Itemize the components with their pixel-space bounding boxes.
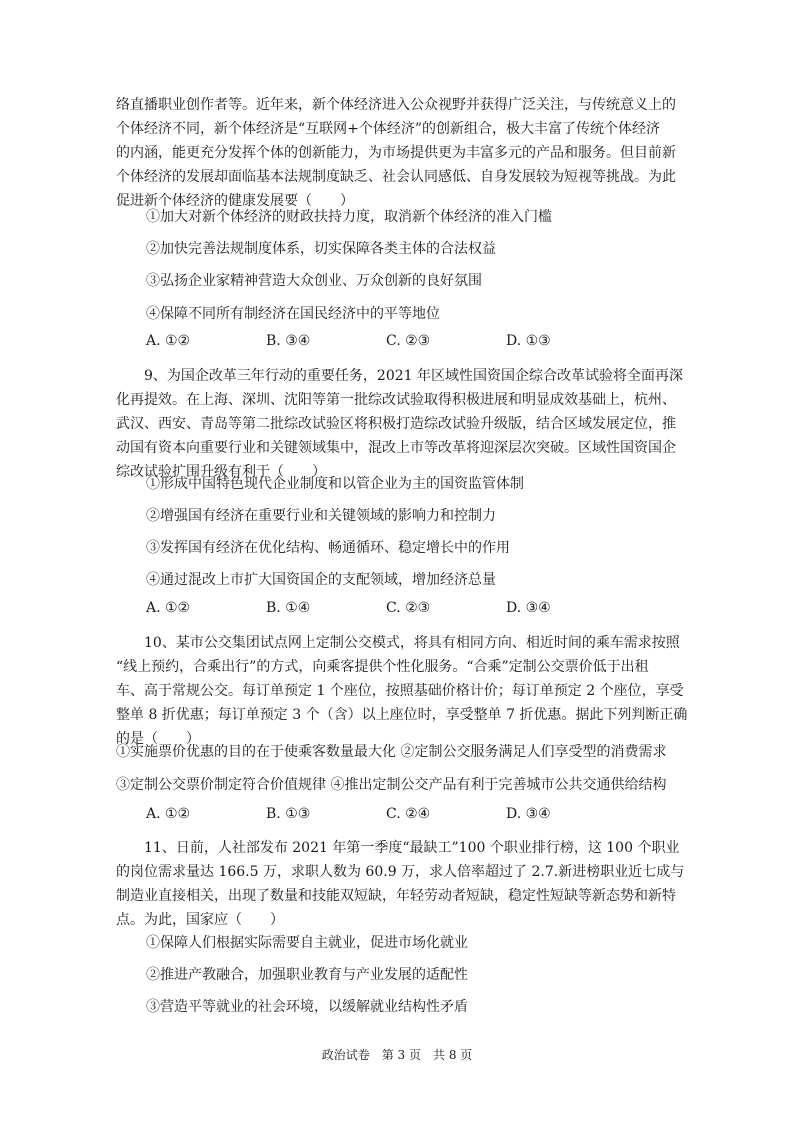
stem-line: 的岗位需求量达 166.5 万，求职人数为 60.9 万，求人倍率超过了 2.7.新进榜职业近七成与: [116, 864, 685, 880]
stem-line: 个体经济不同，新个体经济是“互联网+个体经济”的创新组合，极大丰富了传统个体经济: [116, 121, 661, 137]
choice-b: B. ①③: [266, 806, 311, 822]
choice-b: B. ③④: [266, 333, 311, 349]
answer-choices: [146, 600, 626, 616]
answer-choices: [146, 806, 626, 822]
question-10-stem: [116, 631, 688, 751]
stem-line: “线上预约，合乘出行”的方式，向乘客提供个性化服务。“合乘”定制公交票价低于出租: [116, 659, 649, 675]
choice-d: D. ①③: [506, 333, 551, 349]
stem-line: 促进新个体经济的健康发展要（ ）: [116, 193, 354, 209]
stem-line: 动国有资本向重要行业和关键领域集中，混改上市等改革将迎深层次突破。区域性国资国企: [116, 440, 676, 456]
choice-c: C. ②④: [386, 806, 431, 822]
option-line: ③定制公交票价制定符合价值规律 ④推出定制公交产品有利于完善城市公共交通供给结构: [116, 777, 667, 793]
choice-a: A. ①②: [146, 600, 191, 616]
option-3: ③营造平等就业的社会环境，以缓解就业结构性矛盾: [146, 999, 468, 1015]
option-1: ①保障人们根据实际需要自主就业，促进市场化就业: [146, 935, 468, 951]
choice-d: D. ③④: [506, 806, 551, 822]
option-3: ③弘扬企业家精神营造大众创业、万众创新的良好氛围: [146, 273, 482, 289]
option-4: ④保障不同所有制经济在国民经济中的平等地位: [146, 306, 440, 322]
stem-line: 武汉、西安、青岛等第二批综改试验区将积极打造综改试验升级版，结合区域发展定位，推: [116, 416, 676, 432]
stem-line: 点。为此，国家应（ ）: [116, 912, 284, 928]
stem-line: 的是（ ）: [116, 731, 200, 747]
choice-c: C. ②③: [386, 333, 431, 349]
option-line: ①实施票价优惠的目的在于使乘客数量最大化 ②定制公交服务满足人们享受型的消费需求: [116, 744, 667, 760]
stem-line: 的内涵，能更充分发挥个体的创新能力，为市场提供更为丰富多元的产品和服务。但目前新: [116, 145, 676, 161]
choice-b: B. ①④: [266, 600, 311, 616]
option-2: ②加快完善法规制度体系，切实保障各类主体的合法权益: [146, 241, 496, 257]
stem-line: 11、日前，人社部发布 2021 年第一季度“最缺工”100 个职业排行榜，这 100 个职业: [144, 840, 680, 856]
choice-a: A. ①②: [146, 806, 191, 822]
question-8-stem: [116, 93, 688, 213]
page-footer: 政治试卷 第 3 页 共 8 页: [321, 1048, 473, 1062]
stem-line: 10、某市公交集团试点网上定制公交模式，将具有相同方向、相近时间的乘车需求按照: [144, 635, 680, 651]
stem-line: 9、为国企改革三年行动的重要任务，2021 年区域性国资国企综合改革试验将全面再深: [144, 368, 683, 384]
choice-c: C. ②③: [386, 600, 431, 616]
choice-a: A. ①②: [146, 333, 191, 349]
stem-line: 个体经济的发展却面临基本法规制度缺乏、社会认同感低、自身发展较为短视等挑战。为此: [116, 169, 676, 185]
stem-line: 化再提效。在上海、深圳、沈阳等第一批综改试验取得积极进展和明显成效基础上，杭州、: [116, 392, 676, 408]
stem-line: 综改试验扩围升级有利于（ ）: [116, 464, 326, 480]
stem-line: 车、高于常规公交。每订单预定 1 个座位，按照基础价格计价；每订单预定 2 个座位，享受: [116, 683, 684, 699]
question-11-stem: [116, 836, 688, 932]
option-1: ①形成中国特色现代企业制度和以管企业为主的国资监管体制: [146, 476, 524, 492]
choice-d: D. ③④: [506, 600, 551, 616]
option-4: ④通过混改上市扩大国资国企的支配领域，增加经济总量: [146, 572, 496, 588]
stem-line: 制造业直接相关，出现了数量和技能双短缺，年轻劳动者短缺，稳定性短缺等新态势和新特: [116, 888, 676, 904]
question-9-stem: [116, 364, 688, 484]
answer-choices: [146, 333, 626, 349]
stem-line: 整单 8 折优惠；每订单预定 3 个（含）以上座位时，享受整单 7 折优惠。据此下列判断正确: [116, 707, 688, 723]
option-3: ③发挥国有经济在优化结构、畅通循环、稳定增长中的作用: [146, 540, 510, 556]
option-1: ①加大对新个体经济的财政扶持力度，取消新个体经济的准入门槛: [146, 209, 552, 225]
option-2: ②增强国有经济在重要行业和关键领域的影响力和控制力: [146, 508, 496, 524]
option-2: ②推进产教融合，加强职业教育与产业发展的适配性: [146, 967, 468, 983]
stem-line: 络直播职业创作者等。近年来，新个体经济进入公众视野并获得广泛关注，与传统意义上的: [116, 97, 676, 113]
